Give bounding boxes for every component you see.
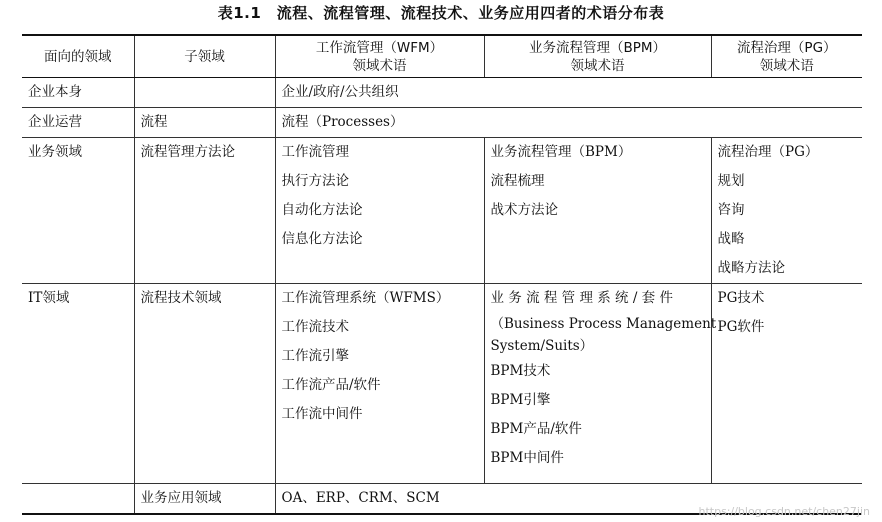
header-wfm-title: 工作流管理（WFM）: [315, 39, 444, 56]
header-bpm: [484, 35, 711, 78]
term: 流程梳理: [490, 173, 545, 189]
cell-domain: 企业本身: [22, 78, 134, 108]
table-row: [22, 284, 862, 484]
cell-domain: 业务领域: [22, 138, 134, 284]
term: BPM技术: [490, 363, 551, 379]
term: BPM产品/软件: [490, 421, 582, 437]
term: 业 务 流 程 管 理 系 统 / 套 件: [490, 290, 673, 306]
cell-pg-terms: [711, 138, 862, 284]
header-subdomain: 子领域: [134, 35, 275, 78]
term: 工作流引擎: [281, 348, 349, 364]
cell-span-terms: 流程（Processes）: [275, 108, 862, 138]
cell-subdomain: 流程管理方法论: [134, 138, 275, 284]
cell-domain: [22, 484, 134, 515]
table-caption: 表1.1 流程、流程管理、流程技术、业务应用四者的术语分布表: [217, 4, 665, 22]
cell-subdomain: 业务应用领域: [134, 484, 275, 515]
term: 工作流中间件: [281, 406, 363, 422]
term: 战略方法论: [717, 260, 785, 276]
term: 流程治理（PG）: [717, 144, 819, 160]
term: BPM中间件: [490, 450, 564, 466]
term: 工作流产品/软件: [281, 377, 381, 393]
cell-subdomain: [134, 78, 275, 108]
term: BPM引擎: [490, 392, 551, 408]
cell-subdomain: 流程技术领域: [134, 284, 275, 484]
table-row: [22, 78, 862, 108]
cell-bpm-terms: [484, 138, 711, 284]
watermark: https://blog.csdn.net/chen27jin: [698, 505, 870, 518]
term: System/Suits）: [490, 338, 594, 354]
header-pg-subtitle: 领域术语: [759, 57, 814, 74]
term: 信息化方法论: [281, 231, 363, 247]
cell-wfm-terms: [275, 138, 484, 284]
cell-subdomain: 流程: [134, 108, 275, 138]
header-bpm-subtitle: 领域术语: [570, 57, 625, 74]
header-pg: [711, 35, 862, 78]
cell-pg-terms: [711, 284, 862, 484]
cell-bpm-terms: [484, 284, 717, 484]
header-wfm-subtitle: 领域术语: [352, 57, 407, 74]
cell-domain: 企业运营: [22, 108, 134, 138]
term: PG软件: [717, 319, 765, 335]
header-bpm-title: 业务流程管理（BPM）: [528, 39, 667, 56]
term: 工作流管理: [281, 144, 349, 160]
table-row: [22, 108, 862, 138]
header-row: [22, 35, 862, 78]
term: 工作流管理系统（WFMS）: [281, 290, 450, 306]
term: 业务流程管理（BPM）: [490, 144, 632, 160]
term: PG技术: [717, 290, 765, 306]
cell-span-terms: 企业/政府/公共组织: [275, 78, 862, 108]
term: 规划: [717, 173, 745, 189]
cell-span-terms: OA、ERP、CRM、SCM: [275, 484, 862, 515]
term: （Business Process Management: [490, 316, 717, 332]
term: 战略: [717, 231, 745, 247]
term: 执行方法论: [281, 173, 349, 189]
term: 工作流技术: [281, 319, 349, 335]
header-domain: 面向的领域: [22, 35, 134, 78]
table-row: [22, 138, 862, 284]
header-wfm: [275, 35, 484, 78]
cell-wfm-terms: [275, 284, 484, 484]
terminology-table: [22, 34, 862, 515]
header-pg-title: 流程治理（PG）: [736, 39, 837, 56]
term: 战术方法论: [490, 202, 558, 218]
term: 自动化方法论: [281, 202, 363, 218]
cell-domain: IT领域: [22, 284, 134, 484]
term: 咨询: [717, 202, 745, 218]
